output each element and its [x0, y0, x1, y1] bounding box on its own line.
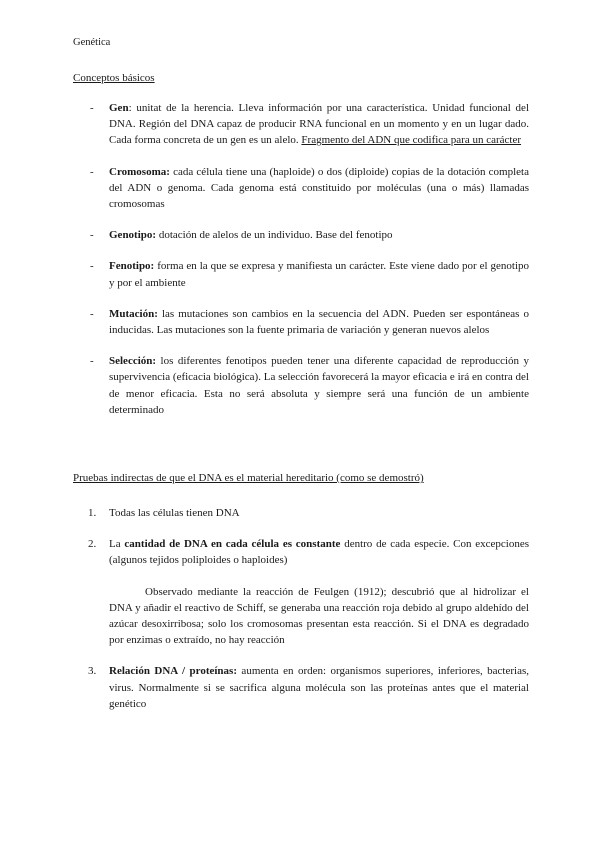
term-mutacion: Mutación:	[109, 307, 158, 320]
list-item-mutacion	[73, 306, 529, 338]
list-item-fenotipo	[73, 258, 529, 290]
bullet-dash: -	[90, 165, 94, 178]
list-item-seleccion	[73, 353, 529, 418]
item-number: 3.	[88, 665, 97, 678]
definition-gen: unitat de la herencia. Lleva información por una característica. Unidad funcional del DNA. Región del DNA capaz de producir RNA funcional en un momento y en un lugar dado. Cada forma concreta de un gen es un alelo.	[109, 102, 529, 147]
section-title-conceptos: Conceptos básicos	[73, 72, 155, 84]
bullet-dash: -	[90, 229, 94, 242]
definition-mutacion: las mutaciones son cambios en la secuencia del ADN. Pueden ser espontáneas o inducidas. Las mutaciones son la fuente primaria de variación y generan nuevos alelos	[109, 307, 530, 337]
item-text-pre: La	[109, 538, 125, 551]
item-text: Todas las células tienen DNA	[109, 507, 240, 519]
page-header: Genética	[73, 37, 111, 48]
item-text-post: dentro de cada especie. Con excepciones (algunos tejidos poliploides o haploides)	[109, 538, 529, 567]
bullet-dash: -	[90, 260, 94, 273]
numbered-item-3	[73, 663, 529, 712]
numbered-item-2	[73, 536, 529, 568]
feulgen-paragraph: Observado mediante la reacción de Feulgen (1912); descubrió que al hidrolizar el DNA y añadir el reactivo de Schiff, se generaba una reacción roja debido al grupo aldehído del azúcar desoxirribosa; solo los cromosomas presentan esta reacción. Si el DNA es degradado por enzimas o extraído, no hay reacción	[109, 585, 529, 647]
concept-list	[73, 100, 529, 433]
numbered-item-1	[73, 505, 529, 521]
list-item-gen	[73, 100, 529, 149]
term-seleccion: Selección:	[109, 355, 157, 368]
definition-fenotipo: forma en la que se expresa y manifiesta un carácter. Este viene dado por el genotipo y por el ambiente	[109, 260, 530, 289]
item-number: 2.	[88, 538, 97, 551]
item-text-bold: Relación DNA / proteínas:	[109, 665, 237, 678]
definition-seleccion: los diferentes fenotipos pueden tener una diferente capacidad de reproducción y supervivencia (eficacia biológica). La selección favorecerá la mayor eficacia e irá en contra del de menor eficacia. Esta no será absoluta y siempre será una función de un ambiente determinado	[109, 355, 529, 416]
term-genotipo: Genotipo:	[109, 229, 157, 242]
term-cromosoma: Cromosoma:	[109, 165, 170, 178]
evidence-list	[73, 505, 529, 727]
term-fenotipo: Fenotipo:	[109, 260, 155, 273]
definition-gen-underlined: Fragmento del ADN que codifica para un carácter	[301, 134, 522, 147]
list-item-genotipo	[73, 227, 529, 243]
list-item-cromosoma	[73, 164, 529, 213]
item-number: 1.	[88, 507, 97, 519]
definition-cromosoma: cada célula tiene una (haploide) o dos (diploide) copias de la dotación completa del ADN o genoma. Cada genoma está constituido por moléculas (una o más) llamadas cromosomas	[109, 165, 529, 211]
item-text-bold: cantidad de DNA en cada célula es constante	[124, 538, 341, 551]
bullet-dash: -	[90, 102, 94, 114]
definition-genotipo: dotación de alelos de un individuo. Base del fenotipo	[158, 229, 393, 242]
term-gen: Gen	[109, 102, 129, 114]
item-text-post: aumenta en orden: organismos superiores, inferiores, bacterias, virus. Normalmente si se sacrifica alguna molécula son las proteínas antes que el material genético	[109, 665, 529, 710]
bullet-dash: -	[90, 307, 94, 320]
bullet-dash: -	[90, 355, 94, 368]
section-title-pruebas: Pruebas indirectas de que el DNA es el material hereditario (como se demostró)	[73, 472, 424, 484]
term-separator: :	[128, 102, 137, 114]
